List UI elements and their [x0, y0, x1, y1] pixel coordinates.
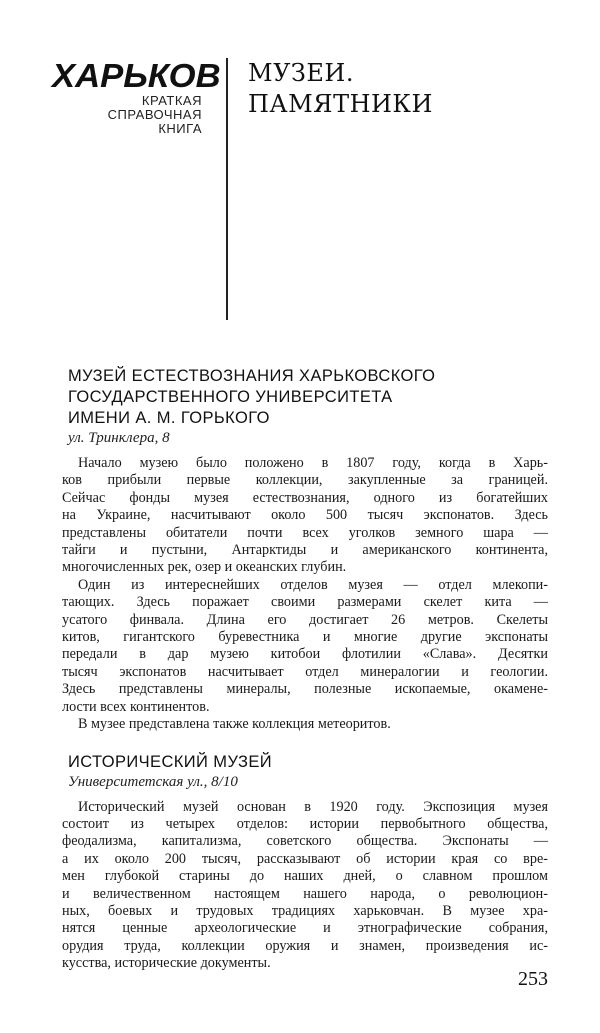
text-line: мен глубокой старины до наших дней, о славном прошлом: [62, 868, 548, 885]
text-line: представлены обитатели почти всех уголков земного шара —: [62, 524, 548, 541]
text-line: лости всех континентов.: [62, 698, 210, 715]
text-line: кусства, исторические документы.: [62, 955, 271, 972]
section-address: Университетская ул., 8/10: [68, 773, 238, 790]
text-line: на Украине, насчитывают около 500 тысяч экспонатов. Здесь: [62, 507, 548, 524]
page-number: 253: [518, 968, 548, 990]
header-divider: [226, 58, 228, 320]
book-logo: [52, 57, 221, 136]
text-line: и величественном настоящем нашего народа, о революцион-: [62, 885, 548, 902]
paragraph: [62, 799, 548, 973]
section-gap: [62, 734, 548, 752]
paragraph: [62, 577, 548, 716]
text-line: Один из интереснейших отделов музея — отдел млекопи-: [78, 576, 548, 593]
section-title-line: ГОСУДАРСТВЕННОГО УНИВЕРСИТЕТА: [68, 388, 393, 406]
text-line: а их около 200 тысяч, рассказывают об истории края со вре-: [62, 850, 548, 867]
text-line: тающих. Здесь поражает своими размерами скелет кита —: [62, 594, 548, 611]
text-line: передали в дар музею китобои флотилии «Слава». Десятки: [62, 646, 548, 663]
text-line: орудия труда, коллекции оружия и знамен, произведения ис-: [62, 937, 548, 954]
text-line: состоит из четырех отделов: истории первобытного общества,: [62, 815, 548, 832]
text-line: китов, гигантского буревестника и многие другие экспонаты: [62, 629, 548, 646]
text-line: многочисленных рек, озер и океанских глубин.: [62, 559, 347, 576]
city-name: ХАРЬКОВ: [52, 57, 221, 94]
text-line: тайги и пустыни, Антарктиды и американского континента,: [62, 542, 548, 559]
chapter-title-line-1: МУЗЕИ.: [248, 59, 354, 87]
book-subtitle-line-1: КРАТКАЯ: [141, 93, 202, 108]
text-line: Исторический музей основан в 1920 году. Экспозиция музея: [78, 798, 548, 815]
section-title-line: ИСТОРИЧЕСКИЙ МУЗЕЙ: [68, 752, 272, 771]
chapter-title-line-2: ПАМЯТНИКИ: [248, 90, 433, 118]
text-line: Здесь представлены минералы, полезные ископаемые, окамене-: [62, 681, 548, 698]
text-line: Сейчас фонды музея естествознания, одного из богатейших: [62, 489, 548, 506]
section-title-line: ИМЕНИ А. М. ГОРЬКОГО: [68, 409, 270, 427]
paragraph: [62, 716, 548, 733]
section-title: [62, 366, 548, 429]
page-content: [62, 366, 548, 973]
book-subtitle-line-2: СПРАВОЧНАЯ: [107, 107, 202, 122]
paragraph: [62, 455, 548, 577]
section-title-line: МУЗЕЙ ЕСТЕСТВОЗНАНИЯ ХАРЬКОВСКОГО: [68, 367, 436, 385]
book-subtitle-line-3: КНИГА: [158, 121, 202, 136]
text-line: нятся ценные археологические и этнографические собрания,: [62, 920, 548, 937]
section-history-museum: [62, 752, 548, 973]
section-title: [62, 752, 548, 773]
text-line: ков прибыли первые коллекции, закупленные за границей.: [62, 472, 548, 489]
section-address: ул. Тринклера, 8: [68, 430, 170, 446]
text-line: тысяч экспонатов насчитывает отдел минералогии и геологии.: [62, 663, 548, 680]
text-line: Начало музею было положено в 1807 году, когда в Харь-: [78, 455, 548, 471]
text-line: феодализма, капитализма, советского общества. Экспонаты —: [62, 833, 548, 850]
section-natural-history-museum: [62, 366, 548, 734]
text-line: усатого финвала. Длина его достигает 26 метров. Скелеты: [62, 611, 548, 628]
text-line: В музее представлена также коллекция метеоритов.: [78, 716, 391, 733]
chapter-title: [248, 58, 433, 120]
text-line: ных, боевых и трудовых традициях харьковчан. В музее хра-: [62, 902, 548, 919]
